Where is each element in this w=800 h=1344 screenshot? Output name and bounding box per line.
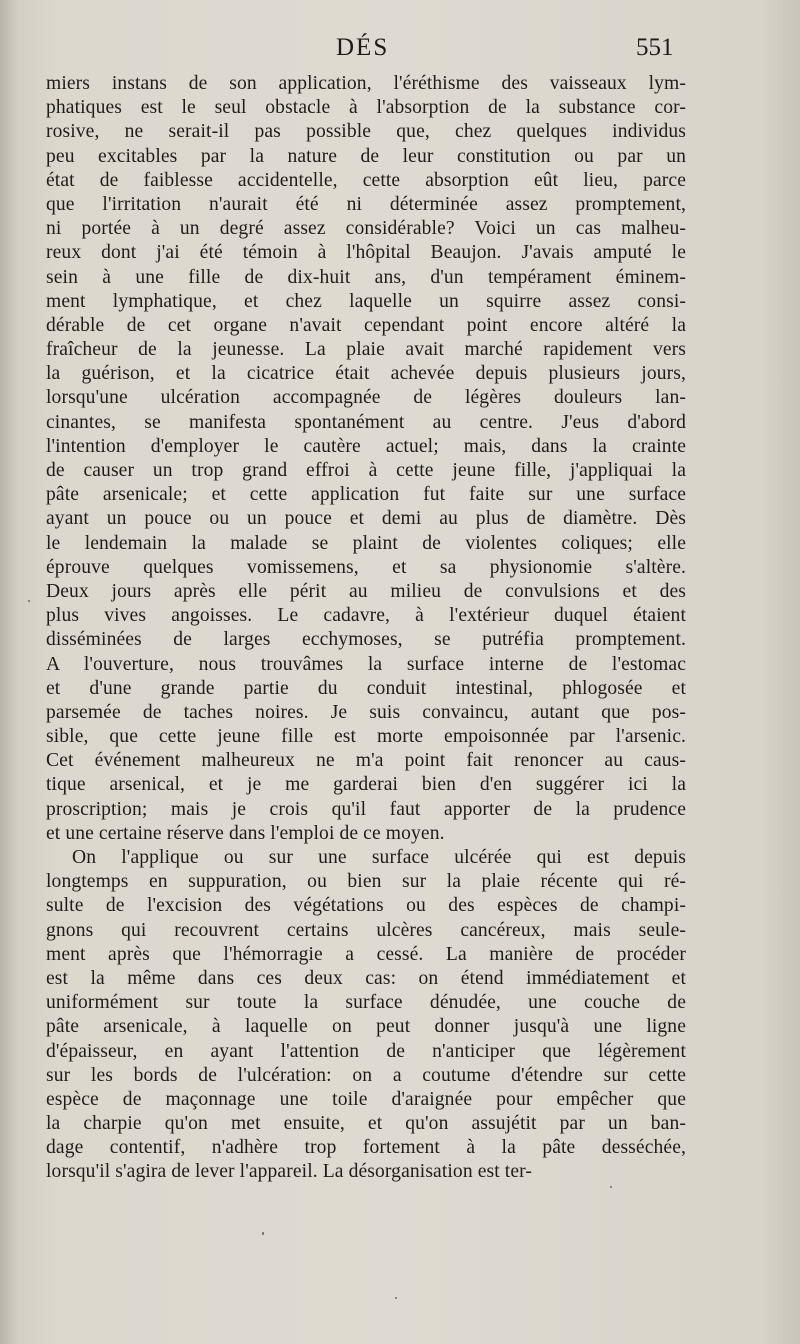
running-head: DÉS xyxy=(336,34,390,61)
text-line: sulte de l'excision des végétations ou des espèces de champi- xyxy=(46,895,686,917)
text-line: sein à une fille de dix-huit ans, d'un tempérament éminem- xyxy=(46,266,686,288)
paragraph xyxy=(46,846,686,1185)
text-line: que l'irritation n'aurait été ni déterminée assez promptement, xyxy=(46,193,686,215)
text-line: rosive, ne serait-il pas possible que, chez quelques individus xyxy=(46,121,686,143)
text-line: plus vives angoisses. Le cadavre, à l'extérieur duquel étaient xyxy=(46,605,686,627)
text-line: la charpie qu'on met ensuite, et qu'on assujétit par un ban- xyxy=(46,1113,686,1135)
text-line: le lendemain la malade se plaint de violentes coliques; elle xyxy=(46,532,686,554)
text-line: de causer un trop grand effroi à cette jeune fille, j'appliquai la xyxy=(46,460,686,481)
text-line: reux dont j'ai été témoin à l'hôpital Beaujon. J'avais amputé le xyxy=(46,242,686,264)
text-line: pâte arsenicale; et cette application fut faite sur une surface xyxy=(46,484,686,506)
page-header xyxy=(0,34,800,70)
text-line: phatiques est le seul obstacle à l'absorption de la substance cor- xyxy=(46,97,686,119)
text-line: lorsqu'il s'agira de lever l'appareil. La désorganisation est ter- xyxy=(46,1161,532,1183)
text-line: dérable de cet organe n'avait cependant point encore altéré la xyxy=(46,314,686,336)
text-line: l'intention d'employer le cautère actuel; mais, dans la crainte xyxy=(46,435,686,457)
text-line: éprouve quelques vomissemens, et sa physionomie s'altère. xyxy=(46,556,686,578)
paragraph xyxy=(46,72,686,846)
text-line: espèce de maçonnage une toile d'araignée pour empêcher que xyxy=(46,1088,686,1110)
text-line: la guérison, et la cicatrice était achevée depuis plusieurs jours, xyxy=(46,363,686,385)
text-line: sur les bords de l'ulcération: on a coutume d'étendre sur cette xyxy=(46,1064,686,1086)
text-line: pâte arsenicale, à laquelle on peut donner jusqu'à une ligne xyxy=(46,1016,686,1038)
text-line: ni portée à un degré assez considérable? Voici un cas malheu- xyxy=(46,218,686,240)
text-line: Deux jours après elle périt au milieu de convulsions et des xyxy=(46,580,686,602)
text-line: gnons qui recouvrent certains ulcères cancéreux, mais seule- xyxy=(46,919,686,941)
text-line: peu excitables par la nature de leur constitution ou par un xyxy=(46,145,686,167)
text-line: disséminées de larges ecchymoses, se putréfia promptement. xyxy=(46,629,686,651)
text-line: est la même dans ces deux cas: on étend immédiatement et xyxy=(46,967,686,989)
text-line: fraîcheur de la jeunesse. La plaie avait marché rapidement vers xyxy=(46,339,686,361)
text-line: ment après que l'hémorragie a cessé. La manière de procéder xyxy=(46,943,686,965)
text-line: miers instans de son application, l'éréthisme des vaisseaux lym- xyxy=(46,73,686,94)
text-line: tique arsenical, et je me garderai bien d'en suggérer ici la xyxy=(46,774,686,796)
text-line: d'épaisseur, en ayant l'attention de n'anticiper que légèrement xyxy=(46,1040,686,1062)
page-number: 551 xyxy=(636,34,674,61)
text-line: On l'applique ou sur une surface ulcérée qui est depuis xyxy=(72,847,686,868)
text-line: sible, que cette jeune fille est morte empoisonnée par l'arsenic. xyxy=(46,726,686,748)
text-line: lorsqu'une ulcération accompagnée de légères douleurs lan- xyxy=(46,387,686,409)
text-line: parsemée de taches noires. Je suis convaincu, autant que pos- xyxy=(46,701,686,723)
text-line: proscription; mais je crois qu'il faut apporter de la prudence xyxy=(46,798,686,820)
text-line: et une certaine réserve dans l'emploi de ce moyen. xyxy=(46,822,445,844)
text-line: cinantes, se manifesta spontanément au centre. J'eus d'abord xyxy=(46,411,686,433)
text-line: A l'ouverture, nous trouvâmes la surface interne de l'estomac xyxy=(46,653,686,675)
text-line: Cet événement malheureux ne m'a point fait renoncer au caus- xyxy=(46,750,686,772)
text-line: état de faiblesse accidentelle, cette absorption eût lieu, parce xyxy=(46,169,686,191)
text-line: ment lymphatique, et chez laquelle un squirre assez consi- xyxy=(46,290,686,312)
body-text xyxy=(46,72,686,1185)
text-line: longtemps en suppuration, ou bien sur la plaie récente qui ré- xyxy=(46,871,686,893)
text-line: et d'une grande partie du conduit intestinal, phlogosée et xyxy=(46,677,686,699)
text-line: dage contentif, n'adhère trop fortement à la pâte desséchée, xyxy=(46,1137,686,1159)
text-line: ayant un pouce ou un pouce et demi au plus de diamètre. Dès xyxy=(46,508,686,530)
text-line: uniformément sur toute la surface dénudée, une couche de xyxy=(46,992,686,1014)
